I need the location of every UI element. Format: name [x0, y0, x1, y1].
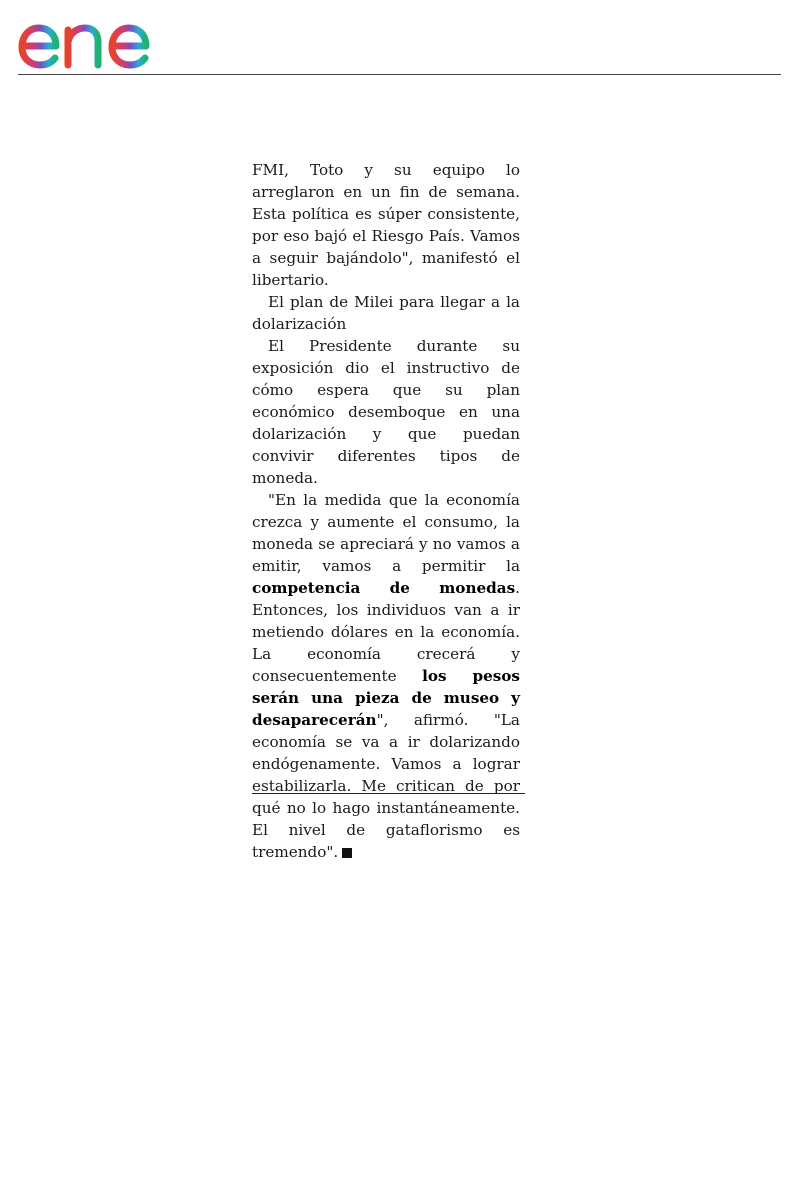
- bold-competencia-de-monedas: competencia de monedas: [252, 579, 516, 597]
- bold-pesos-pieza-de-museo: los pesos serán una pieza de museo y desaparecerán: [252, 667, 520, 729]
- page-header: [0, 0, 800, 80]
- article-end-divider: [252, 793, 525, 794]
- quote-text-1: "En la medida que la economía crezca y aumente el consumo, la moneda se apreciará y no vamos a emitir, vamos a permitir la: [252, 491, 520, 575]
- article-paragraph-3: [252, 489, 520, 863]
- article-paragraph-1: FMI, Toto y su equipo lo arreglaron en un fin de semana. Esta política es súper consistente, por eso bajó el Riesgo País. Vamos a seguir bajándolo", manifestó el libertario.: [252, 161, 520, 289]
- quote-text-2: . Entonces, los individuos van a ir metiendo dólares en la economía. La economía crecerá y consecuentemente: [252, 579, 520, 685]
- end-of-article-mark: [342, 848, 352, 858]
- header-divider: [18, 74, 781, 75]
- quote-text-3: ", afirmó. "La economía se va a ir dolarizando endógenamente. Vamos a lograr estabilizarla. Me critican de por qué no lo hago instantáneamente. El nivel de gataflorismo es tremendo".: [252, 711, 520, 861]
- article-body: [252, 159, 520, 863]
- article-subheading: El plan de Milei para llegar a la dolarización: [252, 293, 520, 333]
- enel-logo: [16, 4, 192, 70]
- article-paragraph-2: El Presidente durante su exposición dio el instructivo de cómo espera que su plan económico desemboque en una dolarización y que puedan convivir diferentes tipos de moneda.: [252, 337, 520, 487]
